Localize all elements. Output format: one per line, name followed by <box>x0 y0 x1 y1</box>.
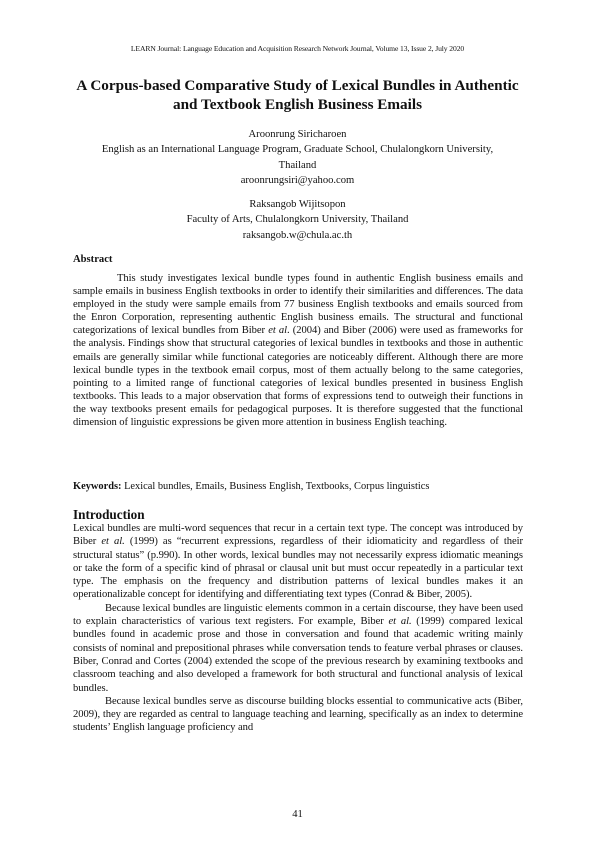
keywords-label: Keywords: <box>73 481 122 492</box>
intro-p1-text-a: Lexical bundles are multi-word sequences that recur in a certain text type. The concept was introduced by Biber <box>73 523 523 548</box>
abstract-text-part2: . (2004) and Biber (2006) were used as frameworks for the analysis. Findings show that structural categories of lexical bundles in textbooks and those in authentic emails are generally similar while functional categories are noticeably different. Although there are more lexical bundle types in the textbook email corpus, most of them actually belong to the same categories, pointing to a limited range of functional categories of lexical bundles presented in business English textbooks. This leads to a major observation that forms of expressions tend to outweigh their functions in the way textbooks present emails for pedagogical purposes. It is therefore suggested that the functional dimension of linguistic expressions be given more attention in business English teaching. <box>73 325 523 429</box>
abstract-text-part1: This study investigates lexical bundle types found in authentic English business emails and sample emails in business English textbooks in order to identify their similarities and differences. The data employed in the study were sample emails from 77 business English textbooks and emails sourced from the Enron Corporation, representing authentic English business emails. The structural and functional categorizations of lexical bundles from Biber <box>73 273 523 337</box>
running-header: LEARN Journal: Language Education and Acquisition Research Network Journal, Volume 13, Issue 2, July 2020 <box>130 44 465 53</box>
author-block-2 <box>60 197 535 243</box>
intro-p2-text-a: Because lexical bundles are linguistic elements common in a certain discourse, they have been used to explain characteristics of various text registers. For example, Biber <box>73 602 523 628</box>
author-block-1 <box>60 127 535 189</box>
author-email: aroonrungsiri@yahoo.com <box>240 175 355 187</box>
title-line-1: A Corpus-based Comparative Study of Lexical Bundles in Authentic <box>76 77 519 94</box>
paper-title <box>60 76 535 114</box>
intro-p2-etal: et al. <box>388 616 412 628</box>
keywords-list: Lexical bundles, Emails, Business English, Textbooks, Corpus linguistics <box>121 481 430 492</box>
keywords <box>73 481 523 492</box>
intro-paragraph-2 <box>73 602 523 695</box>
intro-paragraph-3: Because lexical bundles serve as discourse building blocks essential to communicative acts (Biber, 2009), they are regarded as central to language teaching and learning, specifically as an index to determine students’ English language proficiency and <box>73 695 523 734</box>
intro-p2-text-b: (1999) compared lexical bundles found in academic prose and those in conversation and found that academic writing mainly consists of nominal and prepositional phrases while conversation tends to feature verbal phrases or clauses. Biber, Conrad and Cortes (2004) extended the scope of the previous research by examining textbooks and classroom teaching and also developed a framework for both structural and functional analysis of lexical bundles. <box>73 616 523 694</box>
intro-paragraph-1 <box>73 522 523 602</box>
author-affiliation: English as an International Language Program, Graduate School, Chulalongkorn University, <box>101 144 494 156</box>
abstract-etal: et al <box>268 325 288 337</box>
intro-p1-etal: et al. <box>101 536 125 548</box>
abstract-body <box>73 272 523 429</box>
introduction-body <box>73 522 523 735</box>
section-heading-introduction: Introduction <box>73 507 145 522</box>
page-number: 41 <box>292 809 303 820</box>
author-affiliation: Faculty of Arts, Chulalongkorn University, Thailand <box>186 214 409 226</box>
title-line-2: and Textbook English Business Emails <box>172 96 422 113</box>
intro-p1-text-b: (1999) as “recurrent expressions, regardless of their idiomaticity and regardless of their structural status” (p.990). In other words, lexical bundles may not necessarily express idiomatic meanings or take the form of a specific kind of phrasal or clausal unit but must occur repeatedly in a particular text type. The emphasis on the frequency and distribution patterns of lexical bundles makes it an operationalizable concept for identifying and differentiating text types (Conrad & Biber, 2005). <box>73 536 523 601</box>
author-name: Aroonrung Siricharoen <box>248 129 347 140</box>
author-email: raksangob.w@chula.ac.th <box>242 229 353 241</box>
author-name: Raksangob Wijitsopon <box>249 199 346 210</box>
abstract-heading: Abstract <box>73 254 113 265</box>
author-affiliation-cont: Thailand <box>278 159 317 171</box>
